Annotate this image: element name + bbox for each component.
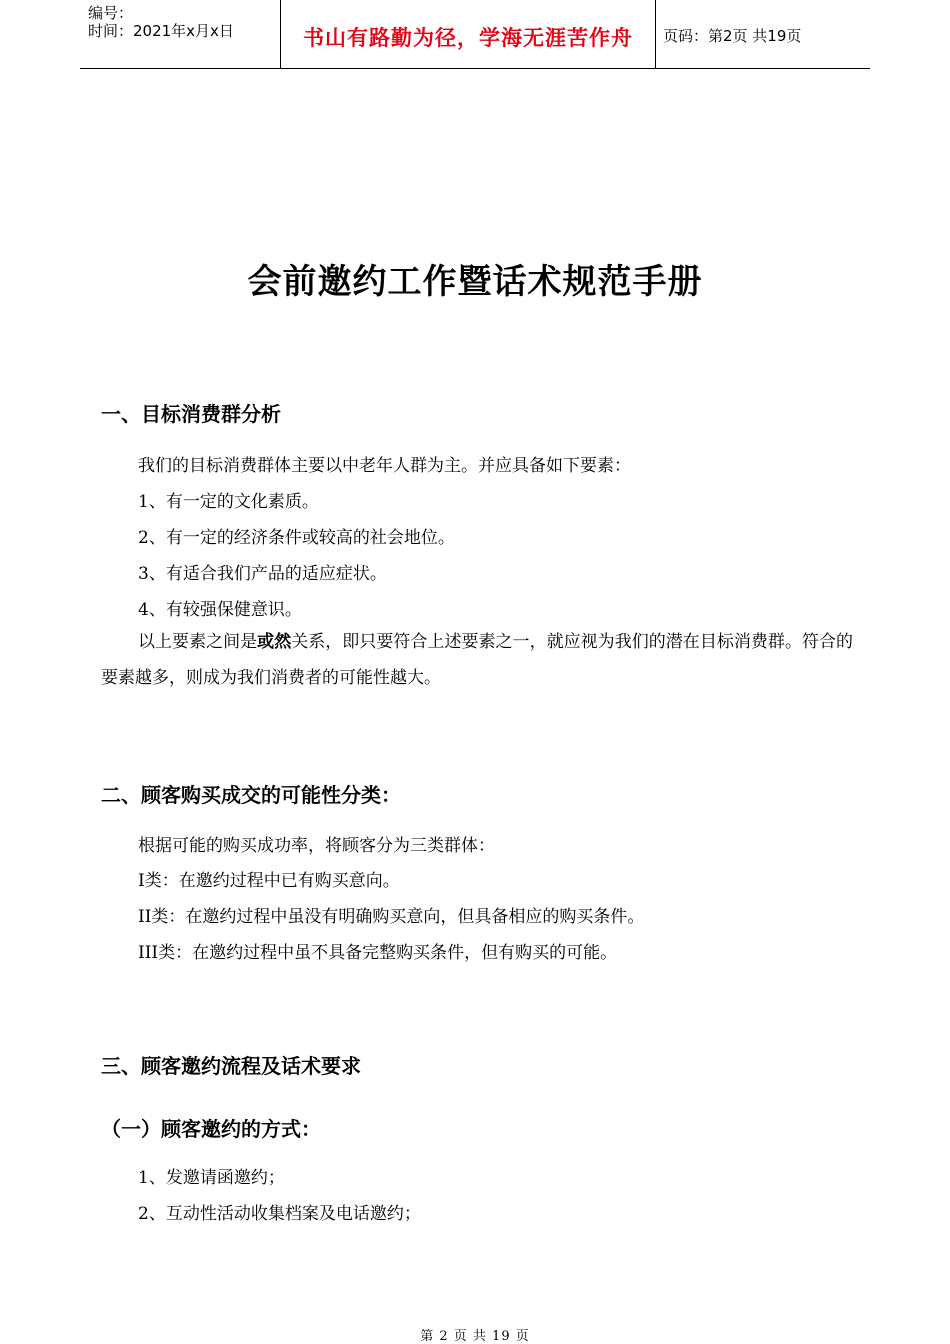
header-motto: 书山有路勤为径，学海无涯苦作舟 — [303, 26, 633, 50]
section2-item-2: II类：在邀约过程中虽没有明确购买意向，但具备相应的购买条件。 — [138, 907, 645, 927]
header-page-info: 页码：第2页 共19页 — [663, 27, 802, 45]
header-number-label: 编号： — [88, 4, 134, 22]
section3-subheading: （一）顾客邀约的方式： — [101, 1117, 321, 1141]
paragraph-text-after: 关系，即只要符合上述要素之一，就应视为我们的潜在目标消费群。符合的要素越多，则成为我们消费者的可能性越大。 — [101, 632, 854, 688]
section2-intro: 根据可能的购买成功率，将顾客分为三类群体： — [138, 836, 495, 856]
paragraph-text-before: 以上要素之间是 — [138, 632, 258, 652]
page-header — [80, 0, 870, 69]
section1-item-3: 3、有适合我们产品的适应症状。 — [138, 564, 387, 584]
header-left-cell — [80, 0, 280, 68]
section3-item-2: 2、互动性活动收集档案及电话邀约； — [138, 1204, 421, 1224]
section2-item-3: III类：在邀约过程中虽不具备完整购买条件，但有购买的可能。 — [138, 943, 618, 963]
header-motto-cell — [280, 0, 656, 68]
document-title: 会前邀约工作暨话术规范手册 — [247, 262, 703, 302]
header-page-cell — [655, 0, 870, 68]
section1-item-1: 1、有一定的文化素质。 — [138, 492, 319, 512]
section1-paragraph — [101, 624, 853, 696]
paragraph-bold-term: 或然 — [257, 632, 292, 652]
section1-item-2: 2、有一定的经济条件或较高的社会地位。 — [138, 528, 455, 548]
section1-heading: 一、目标消费群分析 — [101, 402, 281, 426]
page-footer: 第 2 页 共 19 页 — [420, 1329, 530, 1344]
section3-heading: 三、顾客邀约流程及话术要求 — [101, 1054, 361, 1078]
header-time-label: 时间：2021年x月x日 — [88, 22, 234, 40]
section2-item-1: I类：在邀约过程中已有购买意向。 — [138, 871, 400, 891]
section3-item-1: 1、发邀请函邀约； — [138, 1168, 285, 1188]
section1-item-4: 4、有较强保健意识。 — [138, 600, 302, 620]
section2-heading: 二、顾客购买成交的可能性分类： — [101, 783, 401, 807]
section1-intro: 我们的目标消费群体主要以中老年人群为主。并应具备如下要素： — [138, 456, 631, 476]
